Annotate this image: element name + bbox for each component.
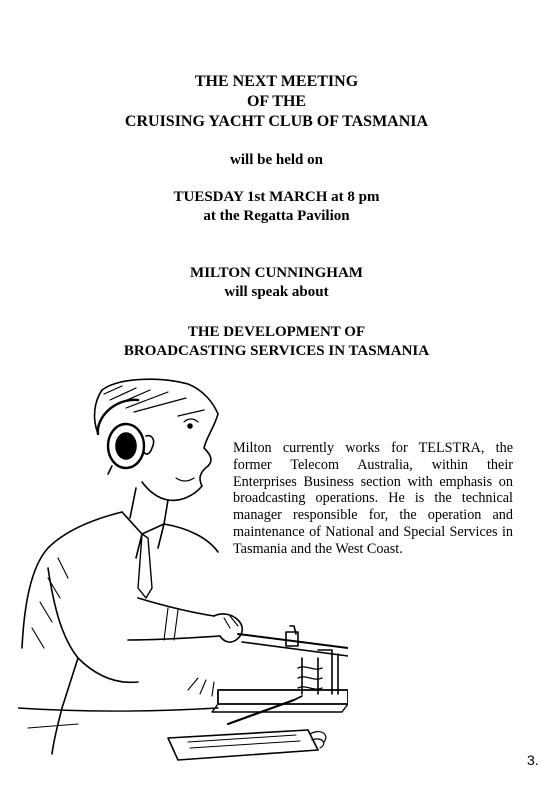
held-on-text: will be held on xyxy=(230,152,323,168)
meeting-details xyxy=(0,188,553,226)
meeting-date-time: TUESDAY 1st MARCH at 8 pm xyxy=(173,189,380,205)
meeting-announcement xyxy=(0,72,553,132)
announcement-line-1: THE NEXT MEETING xyxy=(194,73,359,90)
speaker-bio: Milton currently works for TELSTRA, the former Telecom Australia, within their Enterprises Business section with emphasis on broadcasting operations. He is the technical manager responsible for, the operation and maintenance of National and Special Services in Tasmania and the West Coast. xyxy=(233,440,513,557)
topic-line-1: THE DEVELOPMENT OF xyxy=(187,324,366,340)
page-number: 3. xyxy=(527,752,539,768)
meeting-venue: at the Regatta Pavilion xyxy=(203,208,350,224)
topic-line-2: BROADCASTING SERVICES IN TASMANIA xyxy=(123,343,430,359)
speaker-name: MILTON CUNNINGHAM xyxy=(190,265,363,281)
radio-operator-illustration xyxy=(18,378,348,774)
talk-topic xyxy=(0,323,553,361)
speaker-intro: will speak about xyxy=(224,284,329,300)
speaker-block xyxy=(0,264,553,302)
announcement-line-2: OF THE xyxy=(246,93,307,110)
club-name: CRUISING YACHT CLUB OF TASMANIA xyxy=(124,113,429,130)
